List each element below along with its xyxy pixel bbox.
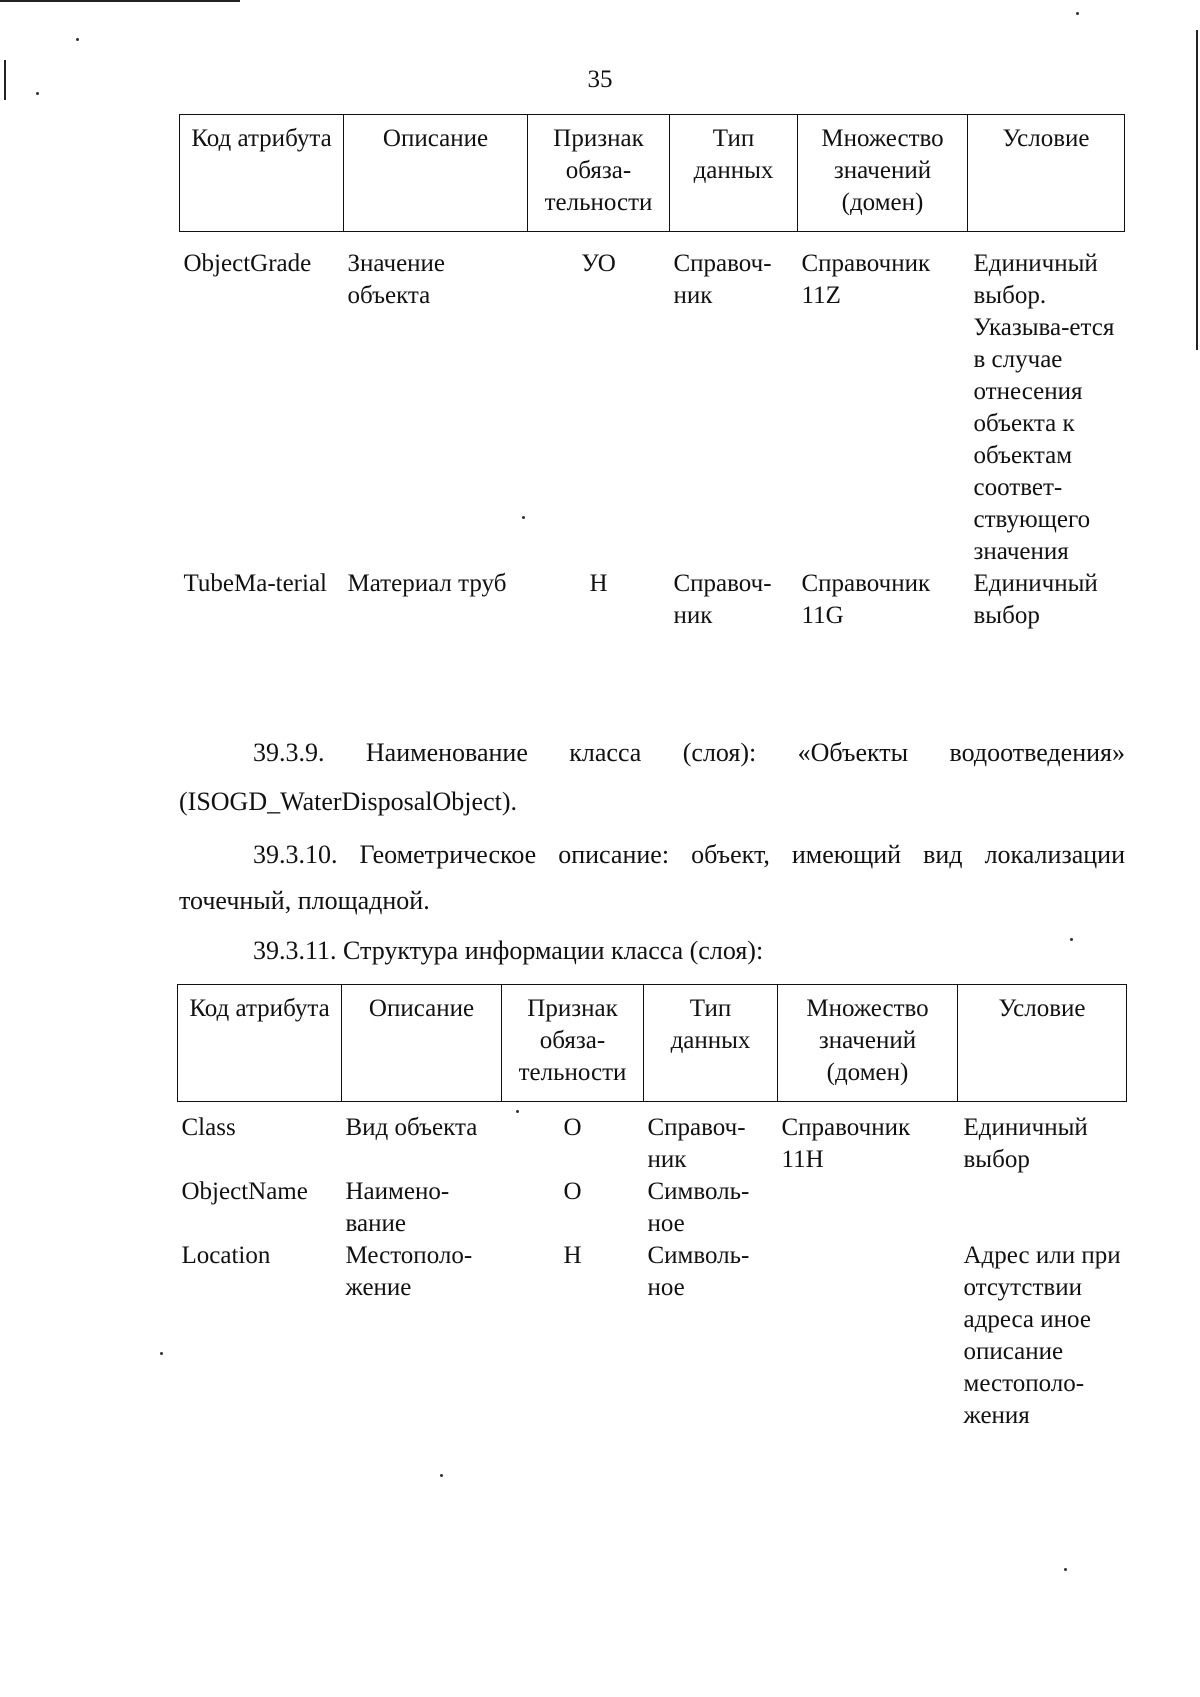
table-row [178,1102,1127,1177]
header-domain: Множество значений (домен) [798,115,968,232]
cell-type: Справоч-ник [673,250,772,309]
cell-domain: Справочник 11G [801,570,931,629]
header-type: Тип данных [644,985,778,1102]
cell-required: О [563,1178,582,1205]
header-domain: Множество значений (домен) [778,985,958,1102]
cell-code: TubeMa-terial [183,570,327,597]
cell-domain: Справочник 11H [781,1114,911,1173]
header-required: Признак обяза-тельности [528,115,670,232]
scan-speck [160,1352,163,1355]
cell-condition: Единичный выбор [963,1114,1088,1173]
cell-type: Справоч-ник [673,570,772,629]
table-header-row [178,985,1127,1102]
paragraph-class-name-line-2: (ISOGD_WaterDisposalObject). [179,787,517,816]
cell-required: УО [581,250,616,277]
cell-required: Н [563,1242,582,1269]
cell-code: Location [181,1242,271,1269]
cell-domain [778,1240,958,1432]
scan-speck [1070,938,1073,941]
attribute-table-1 [179,114,1125,632]
scan-speck [76,38,79,41]
table-header-row [180,115,1125,232]
cell-code: ObjectName [181,1178,308,1205]
header-description: Описание [342,985,502,1102]
attribute-table-2 [177,984,1127,1432]
scan-speck [1076,12,1079,15]
paragraph-structure: 39.3.11. Структура информации класса (слоя): [253,936,764,965]
scan-speck [1064,1568,1067,1571]
paragraph-geometry-line-1: 39.3.10. Геометрическое описание: объект, имеющий вид локализации [253,840,1125,869]
table-row [178,1240,1127,1432]
cell-required: Н [589,570,608,597]
cell-condition: Единичный выбор [973,570,1098,629]
table-row [180,568,1125,632]
cell-type: Символь-ное [647,1178,750,1237]
cell-domain: Справочник 11Z [801,250,931,309]
paragraph-geometry-line-2: точечный, площадной. [179,886,430,915]
cell-required: О [563,1114,582,1141]
header-required: Признак обяза-тельности [502,985,644,1102]
table-row [180,232,1125,569]
cell-condition: Адрес или при отсутствии адреса иное описание местополо-жения [963,1242,1121,1429]
table-row [178,1176,1127,1240]
page-number: 35 [587,66,613,93]
header-code: Код атрибута [178,985,342,1102]
scan-edge-line-top [0,0,240,2]
cell-description: Вид объекта [345,1114,478,1141]
scan-speck [440,1474,443,1477]
cell-code: Class [181,1114,236,1141]
cell-type: Символь-ное [647,1242,750,1301]
header-type: Тип данных [670,115,798,232]
paragraph-class-name-line-1: 39.3.9. Наименование класса (слоя): «Объекты водоотведения» [253,738,1125,767]
cell-description: Местополо-жение [345,1242,473,1301]
header-condition: Условие [958,985,1127,1102]
cell-condition [958,1176,1127,1240]
header-condition: Условие [968,115,1125,232]
cell-code: ObjectGrade [183,250,312,277]
cell-description: Материал труб [347,570,507,597]
cell-description: Наимено-вание [345,1178,450,1237]
cell-condition: Единичный выбор. Указыва-ется в случае отнесения объекта к объектам соответ-ствующего значения [973,250,1115,565]
cell-type: Справоч-ник [647,1114,746,1173]
cell-domain [778,1176,958,1240]
header-description: Описание [344,115,528,232]
header-code: Код атрибута [180,115,344,232]
cell-description: Значение объекта [347,250,446,309]
